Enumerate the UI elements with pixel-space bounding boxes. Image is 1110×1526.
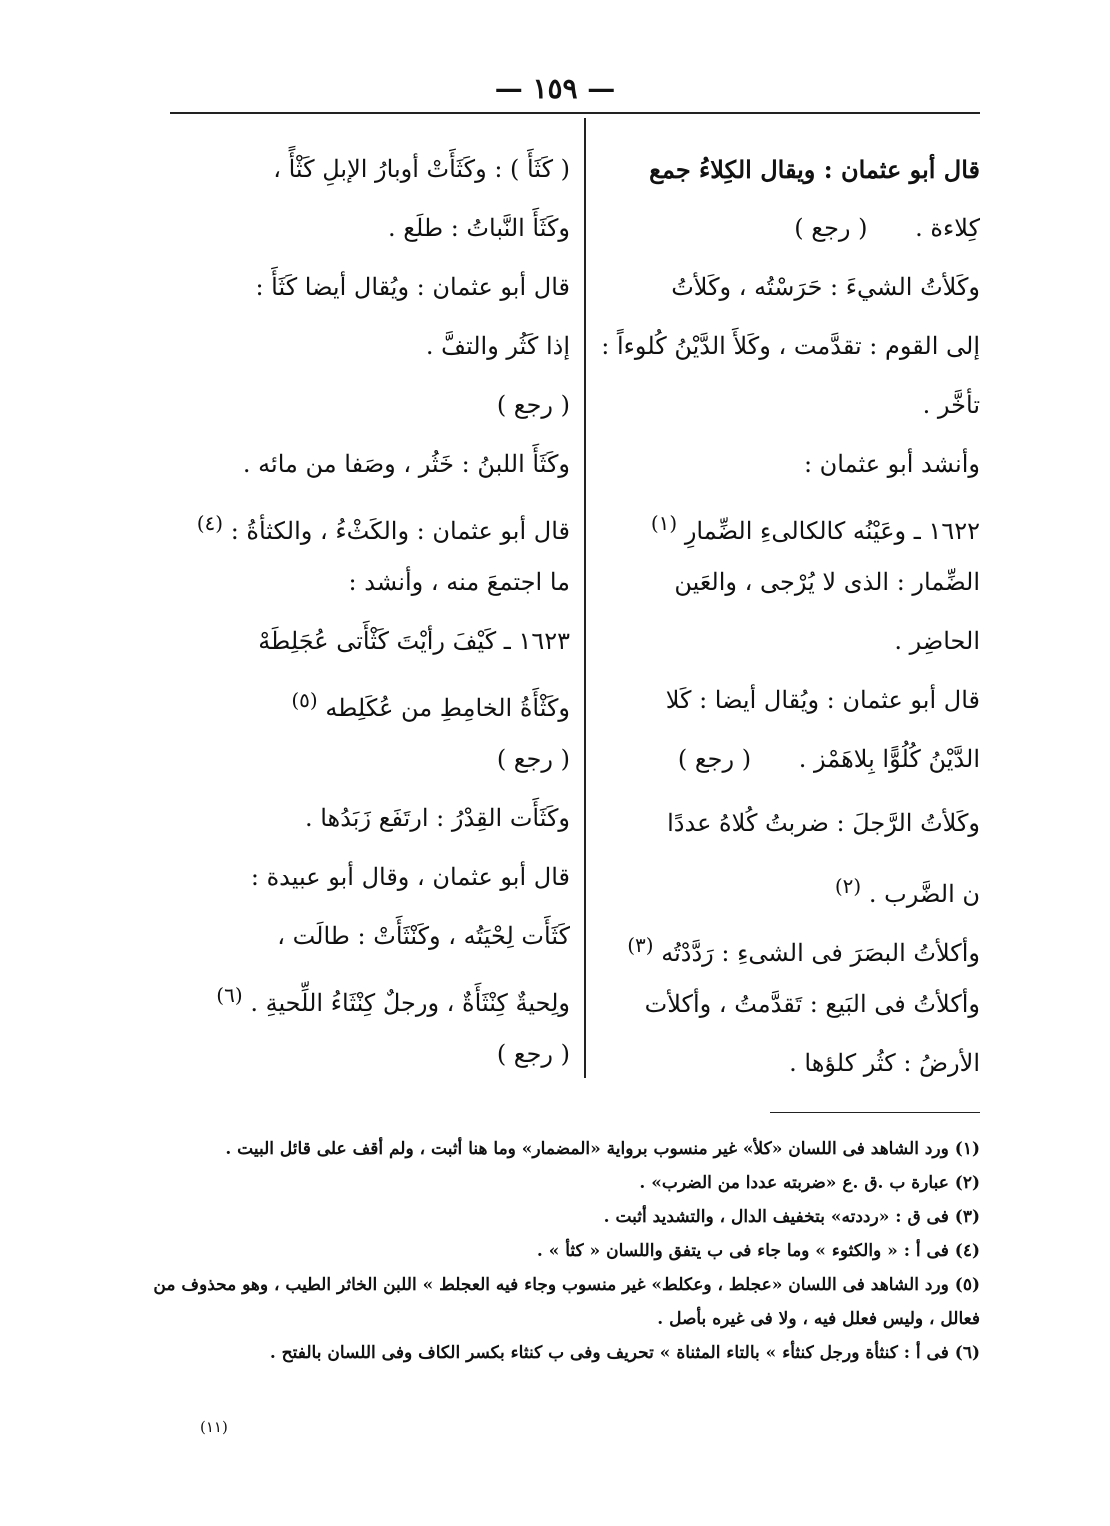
text-line-content: وكَثْأَةُ الخامِطِ من عُكَلِطه xyxy=(325,694,570,722)
text-line: وأكلأتُ فى البَيع : تَقدَّمتُ ، وأكلأت xyxy=(644,990,980,1018)
text-line-content: كِلاءة . xyxy=(915,214,980,242)
text-line: تأخَّر . xyxy=(922,391,980,419)
text-line: وكَلأتُ الشيءَ : حَرَسْتُه ، وكَلأتُ xyxy=(671,273,980,301)
verse-line xyxy=(170,671,570,730)
footnote: (٣) فى ق : «رددته» بتخفيف الدال ، والتشديد أثبت . xyxy=(603,1207,980,1227)
text-line: قال أبو عثمان : ويُقال أيضا : كَلا xyxy=(665,686,980,714)
verse-line: ١٦٢٢ ـ وعَيْنُه كالكالىءِ الضِّمارِ xyxy=(684,517,980,545)
verse-line: ١٦٢٣ ـ كَيْفَ رأيْتَ كَثْأَتى عُجَلِطَهْ xyxy=(258,627,570,655)
text-line xyxy=(600,199,980,258)
rajaa-marker: ( رجع ) xyxy=(794,214,868,242)
text-line-content: ولِحيةٌ كِنْثَأَةٌ ، ورجلٌ كِنْثَاءُ اللِّحيةِ . xyxy=(250,989,570,1017)
footnote-ref: (٢) xyxy=(834,874,862,898)
rajaa-marker: ( رجع ) xyxy=(677,745,752,773)
footnote-rule xyxy=(770,1112,980,1113)
rajaa-marker: ( رجع ) xyxy=(496,391,570,419)
right-column xyxy=(600,140,980,1093)
text-line: ما اجتمعَ منه ، وأنشد : xyxy=(348,568,570,596)
rajaa-marker: ( رجع ) xyxy=(496,1040,570,1068)
text-line xyxy=(170,966,570,1025)
footnote: (٤) فى أ : « والكثوء » وما جاء فى ب يتفق واللسان « كثأ » . xyxy=(536,1241,980,1261)
text-line: قال أبو عثمان : ويقال الكِلاءُ جمع xyxy=(649,155,980,184)
text-line xyxy=(600,730,980,789)
text-line xyxy=(600,916,980,975)
column-divider xyxy=(584,118,586,1078)
text-line: وكَثَأَ النَّباتُ : طلَع . xyxy=(388,214,570,242)
footnote-ref: (١) xyxy=(650,511,678,535)
footnote: (٢) عبارة ب .ق .ع «ضربته عددا من الضرب» . xyxy=(639,1173,980,1193)
left-column xyxy=(170,140,570,1084)
footnotes xyxy=(150,1132,980,1370)
page-number: — ١٥٩ — xyxy=(494,72,616,105)
text-line-content: وأكلأتُ البصَرَ فى الشىءِ : رَدَّدْتُه xyxy=(661,939,980,967)
footnote: (٥) ورد الشاهد فى اللسان «عجلط ، وعكلط» غير منسوب وجاء فيه العجلط » اللبن الخاثر الطيب ، وهو محذوف من فعالل ، وليس فعلل فيه ، ولا فى غيره بأصل . xyxy=(153,1275,980,1329)
text-line: الحاضِر . xyxy=(894,627,980,655)
text-line-content: قال أبو عثمان : والكَثْءُ ، والكثأةُ : xyxy=(230,517,570,545)
rajaa-marker: ( رجع ) xyxy=(496,745,570,773)
footnote-ref: (٥) xyxy=(291,688,318,712)
text-line: وكَثَأَت القِدْرُ : ارتَفَع زَبَدُها . xyxy=(304,804,570,832)
text-line: وأنشد أبو عثمان : xyxy=(803,450,980,478)
footnote-ref: (٣) xyxy=(627,933,654,957)
text-line: كَثَأَت لِحْيَتُه ، وكَنْثَأَتْ : طالَت ، xyxy=(277,922,570,950)
footnote-ref: (٦) xyxy=(216,983,243,1007)
text-line-content: الدَّيْنُ كُلُوًّا بِلاهَمْز . xyxy=(798,745,980,773)
text-line xyxy=(600,494,980,553)
text-line: وكَلأتُ الرَّجلَ : ضربتُ كُلاهُ عددًا xyxy=(667,809,980,837)
text-line: الضِّمار : الذى لا يُرْجى ، والعَين xyxy=(674,568,980,596)
footnote: (٦) فى أ : كنثأة ورجل كنثأء » بالتاء المثناة » تحريف وفى ب كنثاء بكسر الكاف وفى اللسان بالفتح . xyxy=(269,1343,980,1363)
footnote-ref: (٤) xyxy=(196,511,224,535)
text-line xyxy=(170,494,570,553)
text-line: قال أبو عثمان : ويُقال أيضا كَثَأَ : xyxy=(255,273,570,301)
footnote: (١) ورد الشاهد فى اللسان «كلأ» غير منسوب برواية «المضمار» وما هنا أثبت ، ولم أقف على قائل البيت . xyxy=(225,1139,980,1159)
signature-mark: (١١) xyxy=(200,1418,228,1436)
text-line: قال أبو عثمان ، وقال أبو عبيدة : xyxy=(250,863,570,891)
header-rule xyxy=(170,112,980,114)
text-line: إذا كَثُر والتفَّ . xyxy=(425,332,570,360)
text-line xyxy=(600,857,980,916)
text-line: وكَثَأَ اللبنُ : خَثُر ، وصَفا من مائه . xyxy=(242,450,570,478)
text-line-content: ن الضَّرب . xyxy=(868,880,980,908)
text-line: ( كَثَأَ ) : وكَثَأَتْ أوبارُ الإبلِ كَثْأً ، xyxy=(273,155,570,183)
text-line: إلى القوم : تقدَّمت ، وكَلأَ الدَّيْنُ كُلوءاً : xyxy=(601,332,980,360)
text-line: الأرضُ : كثُر كلؤها . xyxy=(789,1049,980,1077)
